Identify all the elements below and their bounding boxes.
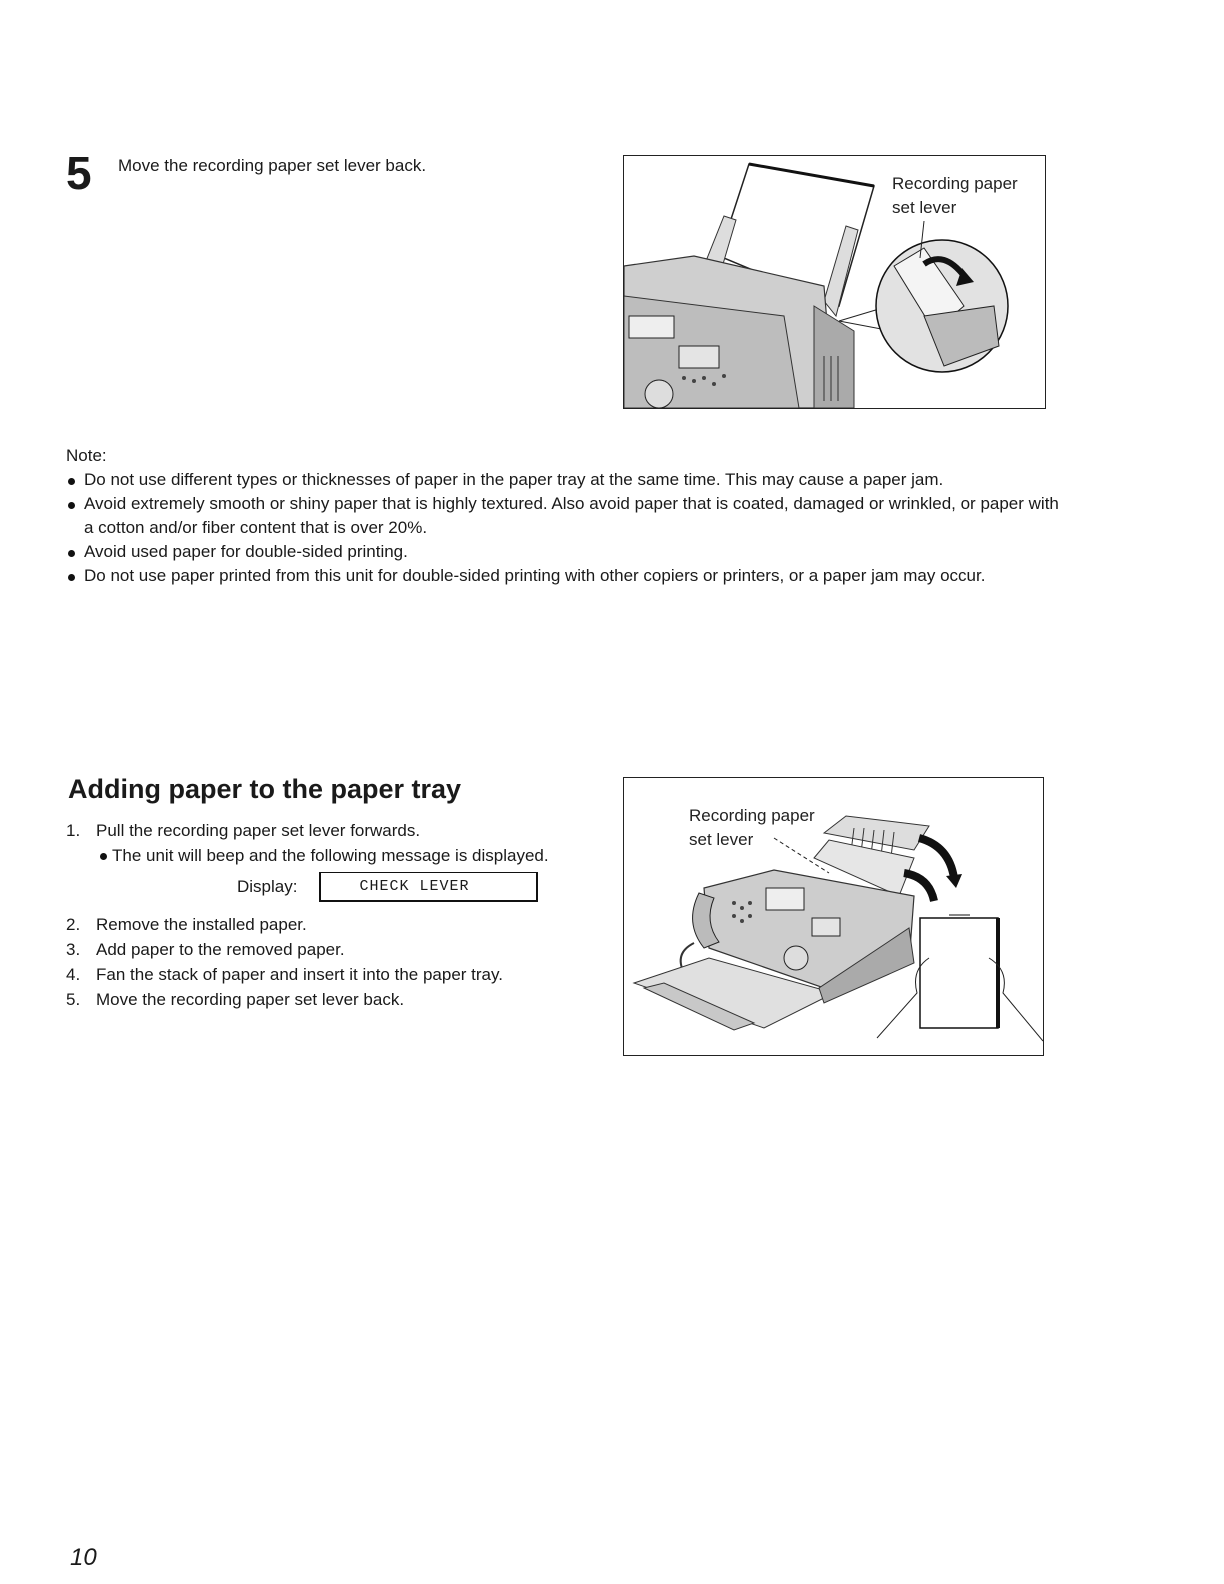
display-row: [66, 872, 556, 902]
fax-illustration-2: [624, 778, 1043, 1055]
display-label: Display:: [237, 877, 298, 896]
figure-label: [892, 172, 1018, 220]
step-text: Add paper to the removed paper.: [96, 940, 345, 959]
figure-adding-paper: [623, 777, 1044, 1056]
note-item: Do not use different types or thicknesses of paper in the paper tray at the same time. This may cause a paper jam.: [66, 468, 1066, 492]
note-item: Do not use paper printed from this unit for double-sided printing with other copiers or printers, or a paper jam may occur.: [66, 564, 1066, 588]
step-subnote: The unit will beep and the following message is displayed.: [66, 843, 556, 868]
step-item: [66, 937, 556, 962]
step-number: 5: [66, 147, 92, 199]
step-num: 4.: [66, 965, 81, 984]
page-number: 10: [70, 1544, 97, 1571]
step-text: Remove the installed paper.: [96, 915, 307, 934]
note-block: [66, 446, 1066, 588]
figure-label: [689, 804, 815, 852]
step-item: [66, 818, 556, 843]
note-list: [66, 468, 1066, 588]
step-item: [66, 912, 556, 937]
figure-label-line2: set lever: [892, 198, 957, 217]
note-item: Avoid used paper for double-sided printing.: [66, 540, 1066, 564]
lcd-display: CHECK LEVER: [319, 872, 538, 902]
step-num: 3.: [66, 940, 81, 959]
step-num: 1.: [66, 821, 81, 840]
figure-label-line1: Recording paper: [689, 806, 815, 825]
step-num: 2.: [66, 915, 81, 934]
step-item: [66, 987, 556, 1012]
step-text: Move the recording paper set lever back.: [96, 990, 405, 1009]
figure-fax-lever-back: [623, 155, 1046, 409]
step-text: Fan the stack of paper and insert it into the paper tray.: [96, 965, 503, 984]
step-item: [66, 962, 556, 987]
step-num: 5.: [66, 990, 81, 1009]
figure-label-line2: set lever: [689, 830, 754, 849]
step-text: Move the recording paper set lever back.: [118, 156, 427, 175]
steps-list-cont: [66, 912, 556, 1012]
steps-list: [66, 818, 556, 843]
note-title: Note:: [66, 446, 107, 465]
figure-label-line1: Recording paper: [892, 174, 1018, 193]
note-item: Avoid extremely smooth or shiny paper that is highly textured. Also avoid paper that is coated, damaged or wrinkled, or paper with a cotton and/or fiber content that is over 20%.: [66, 492, 1066, 540]
section-title: Adding paper to the paper tray: [68, 774, 462, 804]
procedure-steps: [66, 818, 556, 1012]
step-text: Pull the recording paper set lever forwards.: [96, 821, 421, 840]
